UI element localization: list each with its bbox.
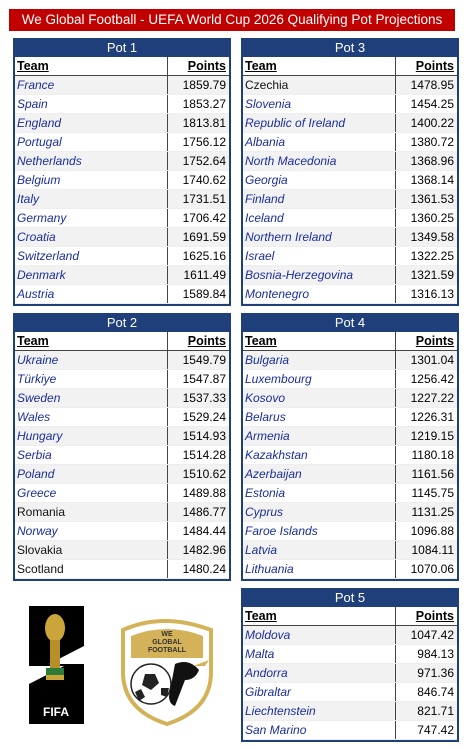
team-points: 1131.25 [396, 503, 458, 522]
table-row [243, 285, 457, 304]
team-points: 1752.64 [168, 152, 230, 171]
team-points: 1547.87 [168, 370, 230, 389]
team-points: 1853.27 [168, 95, 230, 114]
page-title: We Global Football - UEFA World Cup 2026 Qualifying Pot Projections [9, 9, 455, 31]
pot-table [243, 607, 457, 740]
table-row [15, 247, 229, 266]
team-points: 1859.79 [168, 76, 230, 95]
team-name: Spain [15, 95, 168, 114]
pot-table [15, 57, 229, 304]
team-name: Slovenia [243, 95, 396, 114]
team-points: 1625.16 [168, 247, 230, 266]
team-name: Iceland [243, 209, 396, 228]
team-points: 1096.88 [396, 522, 458, 541]
team-name: Switzerland [15, 247, 168, 266]
team-points: 1480.24 [168, 560, 230, 579]
points-column-header: Points [396, 332, 458, 351]
team-points: 1349.58 [396, 228, 458, 247]
pot-table [243, 332, 457, 579]
team-name: Scotland [15, 560, 168, 579]
team-name: Germany [15, 209, 168, 228]
pot-header: Pot 2 [15, 313, 229, 332]
team-name: Norway [15, 522, 168, 541]
points-column-header: Points [168, 57, 230, 76]
team-column-header: Team [15, 332, 168, 351]
team-name: Croatia [15, 228, 168, 247]
table-row [243, 541, 457, 560]
table-row [15, 266, 229, 285]
table-row [243, 560, 457, 579]
pot-4-table [241, 313, 459, 581]
table-row [15, 114, 229, 133]
team-points: 846.74 [396, 683, 458, 702]
logo-area [15, 598, 225, 728]
table-row [243, 190, 457, 209]
team-points: 1145.75 [396, 484, 458, 503]
table-row [243, 76, 457, 95]
table-row [243, 351, 457, 370]
table-row [243, 266, 457, 285]
team-points: 1070.06 [396, 560, 458, 579]
pot-table [15, 332, 229, 579]
team-name: Armenia [243, 427, 396, 446]
team-name: North Macedonia [243, 152, 396, 171]
team-points: 1047.42 [396, 626, 458, 645]
team-points: 1514.28 [168, 446, 230, 465]
pot-5-table [241, 588, 459, 742]
pot-3-table [241, 38, 459, 306]
team-points: 1226.31 [396, 408, 458, 427]
table-row [243, 626, 457, 645]
table-row [243, 152, 457, 171]
team-points: 1360.25 [396, 209, 458, 228]
team-name: Serbia [15, 446, 168, 465]
team-points: 747.42 [396, 721, 458, 740]
table-header-row [15, 57, 229, 76]
table-row [15, 228, 229, 247]
table-row [243, 446, 457, 465]
table-row [243, 228, 457, 247]
team-points: 1400.22 [396, 114, 458, 133]
team-name: Romania [15, 503, 168, 522]
team-name: Gibraltar [243, 683, 396, 702]
team-name: Lithuania [243, 560, 396, 579]
team-points: 1478.95 [396, 76, 458, 95]
team-name: Faroe Islands [243, 522, 396, 541]
table-row [243, 389, 457, 408]
pot-header: Pot 3 [243, 38, 457, 57]
team-name: Moldova [243, 626, 396, 645]
world-cup-2026-logo [29, 606, 84, 724]
team-name: Finland [243, 190, 396, 209]
team-name: Luxembourg [243, 370, 396, 389]
team-name: France [15, 76, 168, 95]
team-points: 1368.96 [396, 152, 458, 171]
table-row [15, 541, 229, 560]
team-name: Latvia [243, 541, 396, 560]
team-points: 1322.25 [396, 247, 458, 266]
team-points: 1529.24 [168, 408, 230, 427]
table-row [15, 152, 229, 171]
table-row [243, 427, 457, 446]
table-row [243, 484, 457, 503]
team-points: 1316.13 [396, 285, 458, 304]
pot-header: Pot 5 [243, 588, 457, 607]
team-points: 1161.56 [396, 465, 458, 484]
team-name: Albania [243, 133, 396, 152]
team-points: 1486.77 [168, 503, 230, 522]
team-points: 984.13 [396, 645, 458, 664]
table-row [243, 209, 457, 228]
team-name: Georgia [243, 171, 396, 190]
table-row [15, 133, 229, 152]
team-name: Italy [15, 190, 168, 209]
team-name: Liechtenstein [243, 702, 396, 721]
team-name: Poland [15, 465, 168, 484]
team-name: Montenegro [243, 285, 396, 304]
wgf-line-2: GLOBAL [152, 639, 182, 646]
team-points: 1489.88 [168, 484, 230, 503]
table-row [15, 285, 229, 304]
team-points: 1454.25 [396, 95, 458, 114]
team-name: Israel [243, 247, 396, 266]
team-name: Hungary [15, 427, 168, 446]
table-row [15, 465, 229, 484]
team-points: 1514.93 [168, 427, 230, 446]
team-points: 821.71 [396, 702, 458, 721]
team-points: 1368.14 [396, 171, 458, 190]
table-header-row [243, 57, 457, 76]
team-column-header: Team [243, 332, 396, 351]
team-name: Kosovo [243, 389, 396, 408]
team-points: 1589.84 [168, 285, 230, 304]
team-name: Netherlands [15, 152, 168, 171]
team-name: Bosnia-Herzegovina [243, 266, 396, 285]
team-name: Ukraine [15, 351, 168, 370]
table-row [243, 664, 457, 683]
table-header-row [15, 332, 229, 351]
team-name: Austria [15, 285, 168, 304]
pot-2-table [13, 313, 231, 581]
table-row [15, 427, 229, 446]
team-name: Northern Ireland [243, 228, 396, 247]
team-name: Czechia [243, 76, 396, 95]
team-name: Sweden [15, 389, 168, 408]
team-name: Andorra [243, 664, 396, 683]
table-row [15, 171, 229, 190]
team-points: 1256.42 [396, 370, 458, 389]
table-row [15, 560, 229, 579]
we-global-football-shield-icon [123, 621, 211, 724]
fifa-text: FIFA [43, 705, 69, 719]
team-name: Estonia [243, 484, 396, 503]
table-row [15, 503, 229, 522]
table-row [15, 446, 229, 465]
team-name: England [15, 114, 168, 133]
team-name: Wales [15, 408, 168, 427]
team-points: 1706.42 [168, 209, 230, 228]
table-row [15, 522, 229, 541]
table-row [15, 408, 229, 427]
table-row [15, 370, 229, 389]
team-points: 1380.72 [396, 133, 458, 152]
pot-table [243, 57, 457, 304]
table-row [15, 351, 229, 370]
team-points: 1611.49 [168, 266, 230, 285]
team-name: Belarus [243, 408, 396, 427]
team-points: 1482.96 [168, 541, 230, 560]
table-header-row [243, 607, 457, 626]
pot-1-table [13, 38, 231, 306]
team-points: 1484.44 [168, 522, 230, 541]
team-points: 1549.79 [168, 351, 230, 370]
table-header-row [243, 332, 457, 351]
team-name: Portugal [15, 133, 168, 152]
team-points: 1227.22 [396, 389, 458, 408]
table-row [15, 190, 229, 209]
table-row [243, 503, 457, 522]
team-name: Greece [15, 484, 168, 503]
table-row [243, 645, 457, 664]
team-name: Malta [243, 645, 396, 664]
team-points: 1731.51 [168, 190, 230, 209]
team-points: 1321.59 [396, 266, 458, 285]
team-points: 1361.53 [396, 190, 458, 209]
team-points: 1813.81 [168, 114, 230, 133]
table-row [243, 114, 457, 133]
team-column-header: Team [15, 57, 168, 76]
table-row [243, 465, 457, 484]
pot-header: Pot 1 [15, 38, 229, 57]
table-row [243, 95, 457, 114]
table-row [15, 484, 229, 503]
team-points: 1219.15 [396, 427, 458, 446]
team-name: Türkiye [15, 370, 168, 389]
points-column-header: Points [396, 607, 458, 626]
team-points: 1301.04 [396, 351, 458, 370]
logos-svg [15, 598, 225, 728]
team-column-header: Team [243, 57, 396, 76]
table-row [15, 76, 229, 95]
table-row [15, 209, 229, 228]
points-column-header: Points [168, 332, 230, 351]
table-row [243, 721, 457, 740]
table-row [243, 702, 457, 721]
team-name: Bulgaria [243, 351, 396, 370]
table-row [15, 95, 229, 114]
wgf-line-1: WE [161, 631, 173, 638]
team-points: 1084.11 [396, 541, 458, 560]
table-row [243, 522, 457, 541]
table-row [243, 370, 457, 389]
team-points: 1180.18 [396, 446, 458, 465]
team-column-header: Team [243, 607, 396, 626]
table-row [243, 133, 457, 152]
table-row [243, 683, 457, 702]
team-name: Belgium [15, 171, 168, 190]
team-name: Denmark [15, 266, 168, 285]
team-name: Kazakhstan [243, 446, 396, 465]
team-name: Slovakia [15, 541, 168, 560]
team-name: Azerbaijan [243, 465, 396, 484]
team-points: 1740.62 [168, 171, 230, 190]
table-row [243, 408, 457, 427]
team-points: 1756.12 [168, 133, 230, 152]
team-name: Republic of Ireland [243, 114, 396, 133]
pot-header: Pot 4 [243, 313, 457, 332]
table-row [243, 171, 457, 190]
table-row [15, 389, 229, 408]
team-points: 1510.62 [168, 465, 230, 484]
table-row [243, 247, 457, 266]
team-points: 1537.33 [168, 389, 230, 408]
team-points: 971.36 [396, 664, 458, 683]
wgf-line-3: FOOTBALL [147, 647, 187, 654]
team-points: 1691.59 [168, 228, 230, 247]
team-name: Cyprus [243, 503, 396, 522]
points-column-header: Points [396, 57, 458, 76]
team-name: San Marino [243, 721, 396, 740]
